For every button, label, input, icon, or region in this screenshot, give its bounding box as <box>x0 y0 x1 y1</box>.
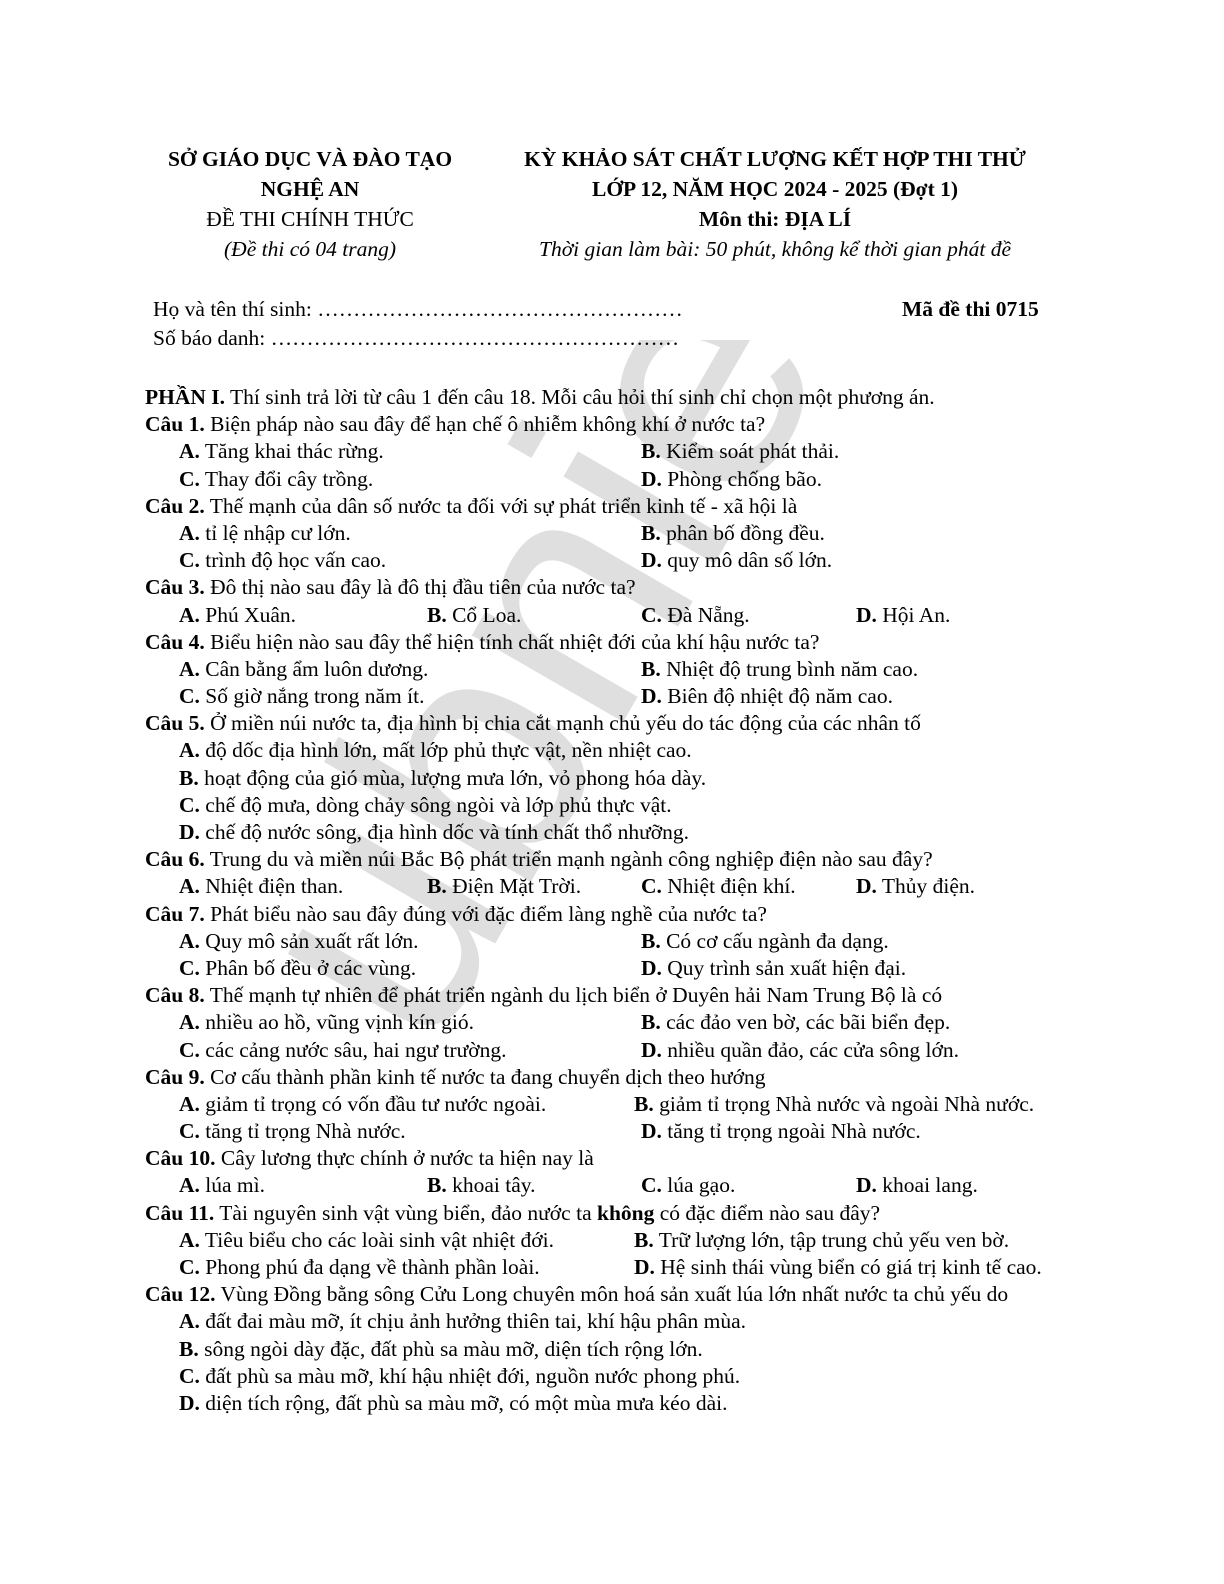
question-stem <box>145 629 1145 656</box>
option-d: D. khoai lang. <box>856 1173 978 1198</box>
header-right <box>480 144 1070 264</box>
option-b: B. phân bố đồng đều. <box>641 520 825 545</box>
org-line-1: SỞ GIÁO DỤC VÀ ĐÀO TẠO <box>167 147 453 171</box>
option-a: A. giảm tỉ trọng có vốn đầu tư nước ngoài. <box>179 1091 547 1116</box>
option-d: D. Phòng chống bão. <box>641 466 822 491</box>
options-row <box>145 1227 1145 1254</box>
exam-title-line-2: LỚP 12, NĂM HỌC 2024 - 2025 (Đợt 1) <box>591 177 959 201</box>
options-row <box>145 955 1145 982</box>
watermark-text: ubnie <box>250 340 893 1040</box>
option-d: D. diện tích rộng, đất phù sa màu mỡ, có một mùa mưa kéo dài. <box>179 1390 728 1415</box>
question-stem <box>145 1200 1145 1227</box>
option-b: B. hoạt động của gió mùa, lượng mưa lớn, vỏ phong hóa dày. <box>179 765 707 790</box>
question-number: Câu 2. <box>145 493 205 518</box>
question-text: Thế mạnh của dân số nước ta đối với sự phát triển kinh tế - xã hội là <box>204 493 798 518</box>
question-text: Đô thị nào sau đây là đô thị đầu tiên của nước ta? <box>204 575 636 600</box>
question-number: Câu 11. <box>145 1200 215 1225</box>
option-c: C. các cảng nước sâu, hai ngư trường. <box>179 1037 507 1062</box>
options-row <box>145 520 1145 547</box>
option-d: D. Biên độ nhiệt độ năm cao. <box>641 684 893 709</box>
question-number: Câu 6. <box>145 847 205 872</box>
exam-title-line-1: KỲ KHẢO SÁT CHẤT LƯỢNG KẾT HỢP THI THỬ <box>524 147 1026 171</box>
option-a: A. Phú Xuân. <box>179 602 297 627</box>
question-stem <box>145 846 1145 873</box>
option-b: B. khoai tây. <box>427 1173 536 1198</box>
option-a: A. Tiêu biểu cho các loài sinh vật nhiệt đới. <box>179 1227 555 1252</box>
options-row <box>145 602 1145 629</box>
question-stem <box>145 1281 1145 1308</box>
option-b: B. sông ngòi dày đặc, đất phù sa màu mỡ, diện tích rộng lớn. <box>179 1336 703 1361</box>
options-row <box>145 466 1145 493</box>
option-a: A. độ dốc địa hình lớn, mất lớp phủ thực vật, nền nhiệt cao. <box>179 738 692 763</box>
option-b: B. Nhiệt độ trung bình năm cao. <box>641 656 919 681</box>
question-number: Câu 7. <box>145 901 205 926</box>
option-d: D. tăng tỉ trọng ngoài Nhà nước. <box>641 1119 921 1144</box>
options-row <box>145 873 1145 900</box>
question-text: Phát biểu nào sau đây đúng với đặc điểm làng nghề của nước ta? <box>204 901 767 926</box>
question-number: Câu 1. <box>145 412 205 437</box>
options-row <box>145 1037 1145 1064</box>
question-list <box>145 384 1145 1417</box>
option-d: D. Hội An. <box>856 602 951 627</box>
option-a: A. Nhiệt điện than. <box>179 874 344 899</box>
options-row <box>145 1172 1145 1199</box>
question-text: Tài nguyên sinh vật vùng biển, đảo nước ta <box>214 1200 597 1225</box>
question-text: Ở miền núi nước ta, địa hình bị chia cắt mạnh chủ yếu do tác động của các nhân tố <box>204 711 921 736</box>
options-row <box>145 1254 1145 1281</box>
section-heading <box>145 384 1145 411</box>
exam-code: Mã đề thi 0715 <box>902 297 1039 321</box>
options-row <box>145 683 1145 710</box>
options-row <box>145 1009 1145 1036</box>
question-number: Câu 5. <box>145 711 205 736</box>
question-stem <box>145 710 1145 737</box>
question-stem <box>145 982 1145 1009</box>
question-text: Biểu hiện nào sau đây thể hiện tính chất nhiệt đới của khí hậu nước ta? <box>204 629 820 654</box>
options-row <box>145 438 1145 465</box>
question-stem <box>145 1064 1145 1091</box>
option-a: A. lúa mì. <box>179 1173 265 1198</box>
option-c: C. Phong phú đa dạng về thành phần loài. <box>179 1255 540 1279</box>
option-b: B. Điện Mặt Trời. <box>427 874 582 899</box>
question-stem <box>145 493 1145 520</box>
question-text: Thế mạnh tự nhiên để phát triển ngành du lịch biển ở Duyên hải Nam Trung Bộ là có <box>204 983 943 1008</box>
option-b: B. Trữ lượng lớn, tập trung chủ yếu ven bờ. <box>634 1227 1010 1252</box>
option-b: B. giảm tỉ trọng Nhà nước và ngoài Nhà nước. <box>634 1091 1035 1116</box>
subject: Môn thi: ĐỊA LÍ <box>698 207 852 231</box>
org-line-2: NGHỆ AN <box>260 177 360 201</box>
option-c: C. chế độ mưa, dòng chảy sông ngòi và lớp phủ thực vật. <box>179 792 672 817</box>
option-a: A. nhiều ao hồ, vũng vịnh kín gió. <box>179 1010 475 1035</box>
option-d: D. Quy trình sản xuất hiện đại. <box>641 955 907 980</box>
pages-note: (Đề thi có 04 trang) <box>224 237 396 261</box>
option-a: A. tỉ lệ nhập cư lớn. <box>179 520 351 545</box>
section-instruction: Thí sinh trả lời từ câu 1 đến câu 18. Mỗi câu hỏi thí sinh chỉ chọn một phương án. <box>225 385 935 409</box>
option-a: A. Cân bằng ẩm luôn dương. <box>179 656 429 681</box>
option-b: B. Có cơ cấu ngành đa dạng. <box>641 928 889 953</box>
exam-status: ĐỀ THI CHÍNH THỨC <box>206 207 414 231</box>
option-d: D. chế độ nước sông, địa hình dốc và tính chất thổ nhưỡng. <box>179 820 689 844</box>
option-c: C. Đà Nẵng. <box>641 602 750 627</box>
options-row <box>145 1118 1145 1145</box>
option-b: B. Kiểm soát phát thải. <box>641 439 840 464</box>
options-row <box>145 1091 1145 1118</box>
question-number: Câu 12. <box>145 1282 216 1307</box>
section-label: PHẦN I. <box>145 385 226 409</box>
question-text: Trung du và miền núi Bắc Bộ phát triển mạnh ngành công nghiệp điện nào sau đây? <box>204 847 933 872</box>
question-stem <box>145 574 1145 601</box>
question-text: Cơ cấu thành phần kinh tế nước ta đang chuyển dịch theo hướng <box>204 1064 766 1089</box>
question-number: Câu 9. <box>145 1064 205 1089</box>
option-d: D. Thủy điện. <box>856 874 976 899</box>
candidate-info <box>153 295 683 353</box>
option-d: D. Hệ sinh thái vùng biển có giá trị kinh tế cao. <box>634 1255 1042 1279</box>
option-b: B. các đảo ven bờ, các bãi biển đẹp. <box>641 1010 951 1035</box>
question-emphasis: không <box>597 1200 655 1225</box>
options-row <box>145 928 1145 955</box>
question-stem <box>145 901 1145 928</box>
option-a: A. Quy mô sản xuất rất lớn. <box>179 928 419 953</box>
option-c: C. lúa gạo. <box>641 1173 736 1198</box>
time-note: Thời gian làm bài: 50 phút, không kể thời gian phát đề <box>538 237 1012 261</box>
option-a: A. Tăng khai thác rừng. <box>179 439 384 464</box>
question-text: Biện pháp nào sau đây để hạn chế ô nhiễm không khí ở nước ta? <box>204 412 766 437</box>
question-number: Câu 4. <box>145 629 205 654</box>
options-row <box>145 547 1145 574</box>
question-number: Câu 3. <box>145 575 205 600</box>
question-text: Cây lương thực chính ở nước ta hiện nay là <box>215 1146 594 1171</box>
option-d: D. quy mô dân số lớn. <box>641 548 833 573</box>
option-c: C. Phân bố đều ở các vùng. <box>179 955 417 980</box>
candidate-id-field: Số báo danh: ………………………………………………… <box>153 326 680 350</box>
options-row <box>145 656 1145 683</box>
question-number: Câu 10. <box>145 1146 216 1171</box>
header-left <box>140 144 480 264</box>
option-c: C. đất phù sa màu mỡ, khí hậu nhiệt đới, nguồn nước phong phú. <box>179 1363 741 1388</box>
question-text: Vùng Đồng bằng sông Cửu Long chuyên môn hoá sản xuất lúa lớn nhất nước ta chủ yếu do <box>215 1282 1009 1307</box>
option-a: A. đất đai màu mỡ, ít chịu ảnh hưởng thiên tai, khí hậu phân mùa. <box>179 1309 747 1334</box>
question-number: Câu 8. <box>145 983 205 1008</box>
option-c: C. Thay đổi cây trồng. <box>179 466 374 491</box>
option-c: C. Nhiệt điện khí. <box>641 874 796 899</box>
question-stem <box>145 1145 1145 1172</box>
question-stem <box>145 411 1145 438</box>
option-c: C. Số giờ nắng trong năm ít. <box>179 684 425 709</box>
candidate-name-field: Họ và tên thí sinh: …………………………………………… <box>153 297 683 321</box>
option-c: C. tăng tỉ trọng Nhà nước. <box>179 1119 406 1144</box>
option-c: C. trình độ học vấn cao. <box>179 548 387 573</box>
question-text-end: có đặc điểm nào sau đây? <box>654 1200 881 1225</box>
option-b: B. Cổ Loa. <box>427 602 522 627</box>
option-d: D. nhiều quần đảo, các cửa sông lớn. <box>641 1037 959 1062</box>
